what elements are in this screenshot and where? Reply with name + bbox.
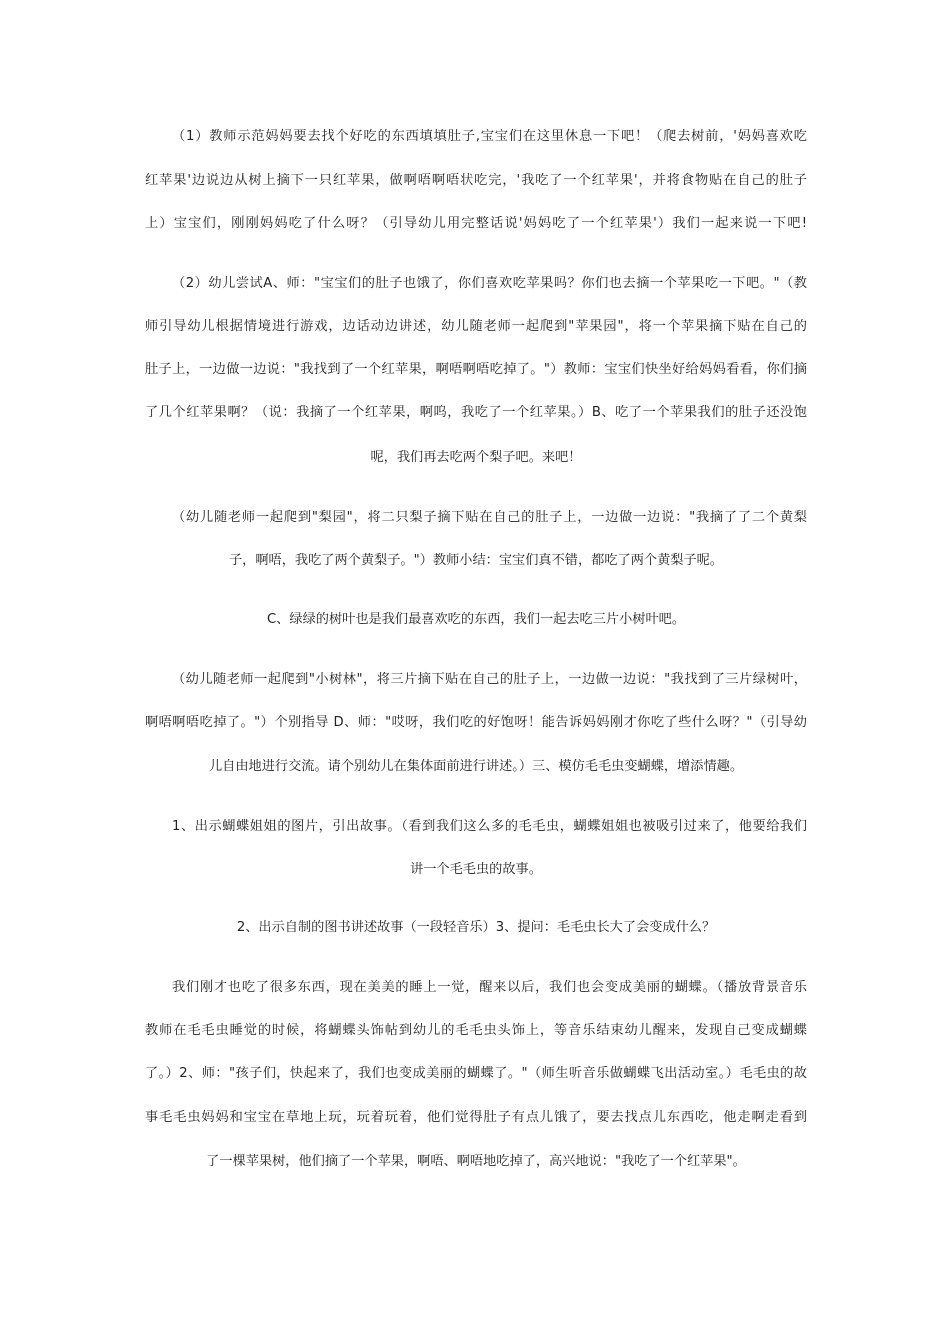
paragraph-5-line-2: 啊唔啊唔吃掉了。"）个别指导 D、师："哎呀，我们吃的好饱呀！能告诉妈妈刚才你吃了些什么呀？"（引导幼 bbox=[145, 715, 807, 730]
paragraph-6-line-2: 讲一个毛毛虫的故事。 bbox=[410, 862, 542, 877]
paragraph-1-line-2: 红苹果'边说边从树上摘下一只红苹果，做啊唔啊唔状吃完，'我吃了一个红苹果'，并将食物贴在自己的肚子 bbox=[145, 173, 807, 188]
paragraph-2-line-2: 师引导幼儿根据情境进行游戏，边话动边讲述，幼儿随老师一起爬到"苹果园"，将一个苹果摘下贴在自己的 bbox=[145, 319, 807, 334]
paragraph-8-line-2: 教师在毛毛虫睡觉的时候，将蝴蝶头饰帖到幼儿的毛毛虫头饰上，等音乐结束幼儿醒来，发现自己变成蝴蝶 bbox=[145, 1023, 807, 1038]
paragraph-3-line-1: （幼儿随老师一起爬到"梨园"，将二只梨子摘下贴在自己的肚子上，一边做一边说："我摘了了二个黄梨 bbox=[172, 510, 807, 525]
paragraph-2-line-5: 呢，我们再去吃两个梨子吧。来吧！ bbox=[370, 450, 582, 465]
paragraph-4-line-1: C、绿绿的树叶也是我们最喜欢吃的东西，我们一起去吃三片小树叶吧。 bbox=[266, 612, 686, 627]
paragraph-1-line-3: 上）宝宝们，刚刚妈妈吃了什么呀？（引导幼儿用完整话说'妈妈吃了一个红苹果'）我们一起来说一下吧! bbox=[145, 216, 807, 231]
paragraph-8-line-1: 我们刚才也吃了很多东西，现在美美的睡上一觉，醒来以后，我们也会变成美丽的蝴蝶。（播放背景音乐 bbox=[172, 980, 807, 995]
paragraph-5-line-3: 儿自由地进行交流。请个别幼儿在集体面前进行讲述。）三、模仿毛毛虫变蝴蝶，增添情趣。 bbox=[208, 759, 744, 774]
paragraph-3-line-2: 子，啊唔，我吃了两个黄梨子。"）教师小结：宝宝们真不错，都吃了两个黄梨子呢。 bbox=[229, 553, 723, 568]
paragraph-8-line-3: 了。）2、师："孩子们，快起来了，我们也变成美丽的蝴蝶了。"（师生听音乐做蝴蝶飞出活动室。）毛毛虫的故 bbox=[145, 1066, 807, 1081]
paragraph-1-line-1: （1）教师示范妈妈要去找个好吃的东西填填肚子,宝宝们在这里休息一下吧！（爬去树前，'妈妈喜欢吃 bbox=[172, 129, 807, 144]
paragraph-2-line-3: 肚子上，一边做一边说："我找到了一个红苹果，啊唔啊唔吃掉了。"）教师：宝宝们快坐好给妈妈看看，你们摘 bbox=[145, 362, 807, 377]
paragraph-2-line-1: （2）幼儿尝试A、师："宝宝们的肚子也饿了，你们喜欢吃苹果吗？你们也去摘一个苹果吃一下吧。"（教 bbox=[172, 276, 807, 291]
paragraph-8-line-5: 了一棵苹果树，他们摘了一个苹果，啊唔、啊唔地吃掉了，高兴地说："我吃了一个红苹果"。 bbox=[206, 1154, 746, 1169]
paragraph-7-line-1: 2、出示自制的图书讲述故事（一段轻音乐）3、提问：毛毛虫长大了会变成什么？ bbox=[236, 920, 716, 935]
paragraph-6-line-1: 1、出示蝴蝶姐姐的图片，引出故事。（看到我们这么多的毛毛虫，蝴蝶姐姐也被吸引过来了，他要给我们 bbox=[172, 819, 807, 834]
paragraph-2-line-4: 了几个红苹果啊？（说：我摘了一个红苹果，啊呜，我吃了一个红苹果。）B、吃了一个苹果我们的肚子还没饱 bbox=[145, 405, 807, 420]
paragraph-5-line-1: （幼儿随老师一起爬到"小树林"，将三片摘下贴在自己的肚子上，一边做一边说："我找到了三片绿树叶， bbox=[172, 672, 807, 687]
paragraph-8-line-4: 事毛毛虫妈妈和宝宝在草地上玩，玩着玩着，他们觉得肚子有点儿饿了，要去找点儿东西吃，他走啊走看到 bbox=[145, 1110, 807, 1125]
